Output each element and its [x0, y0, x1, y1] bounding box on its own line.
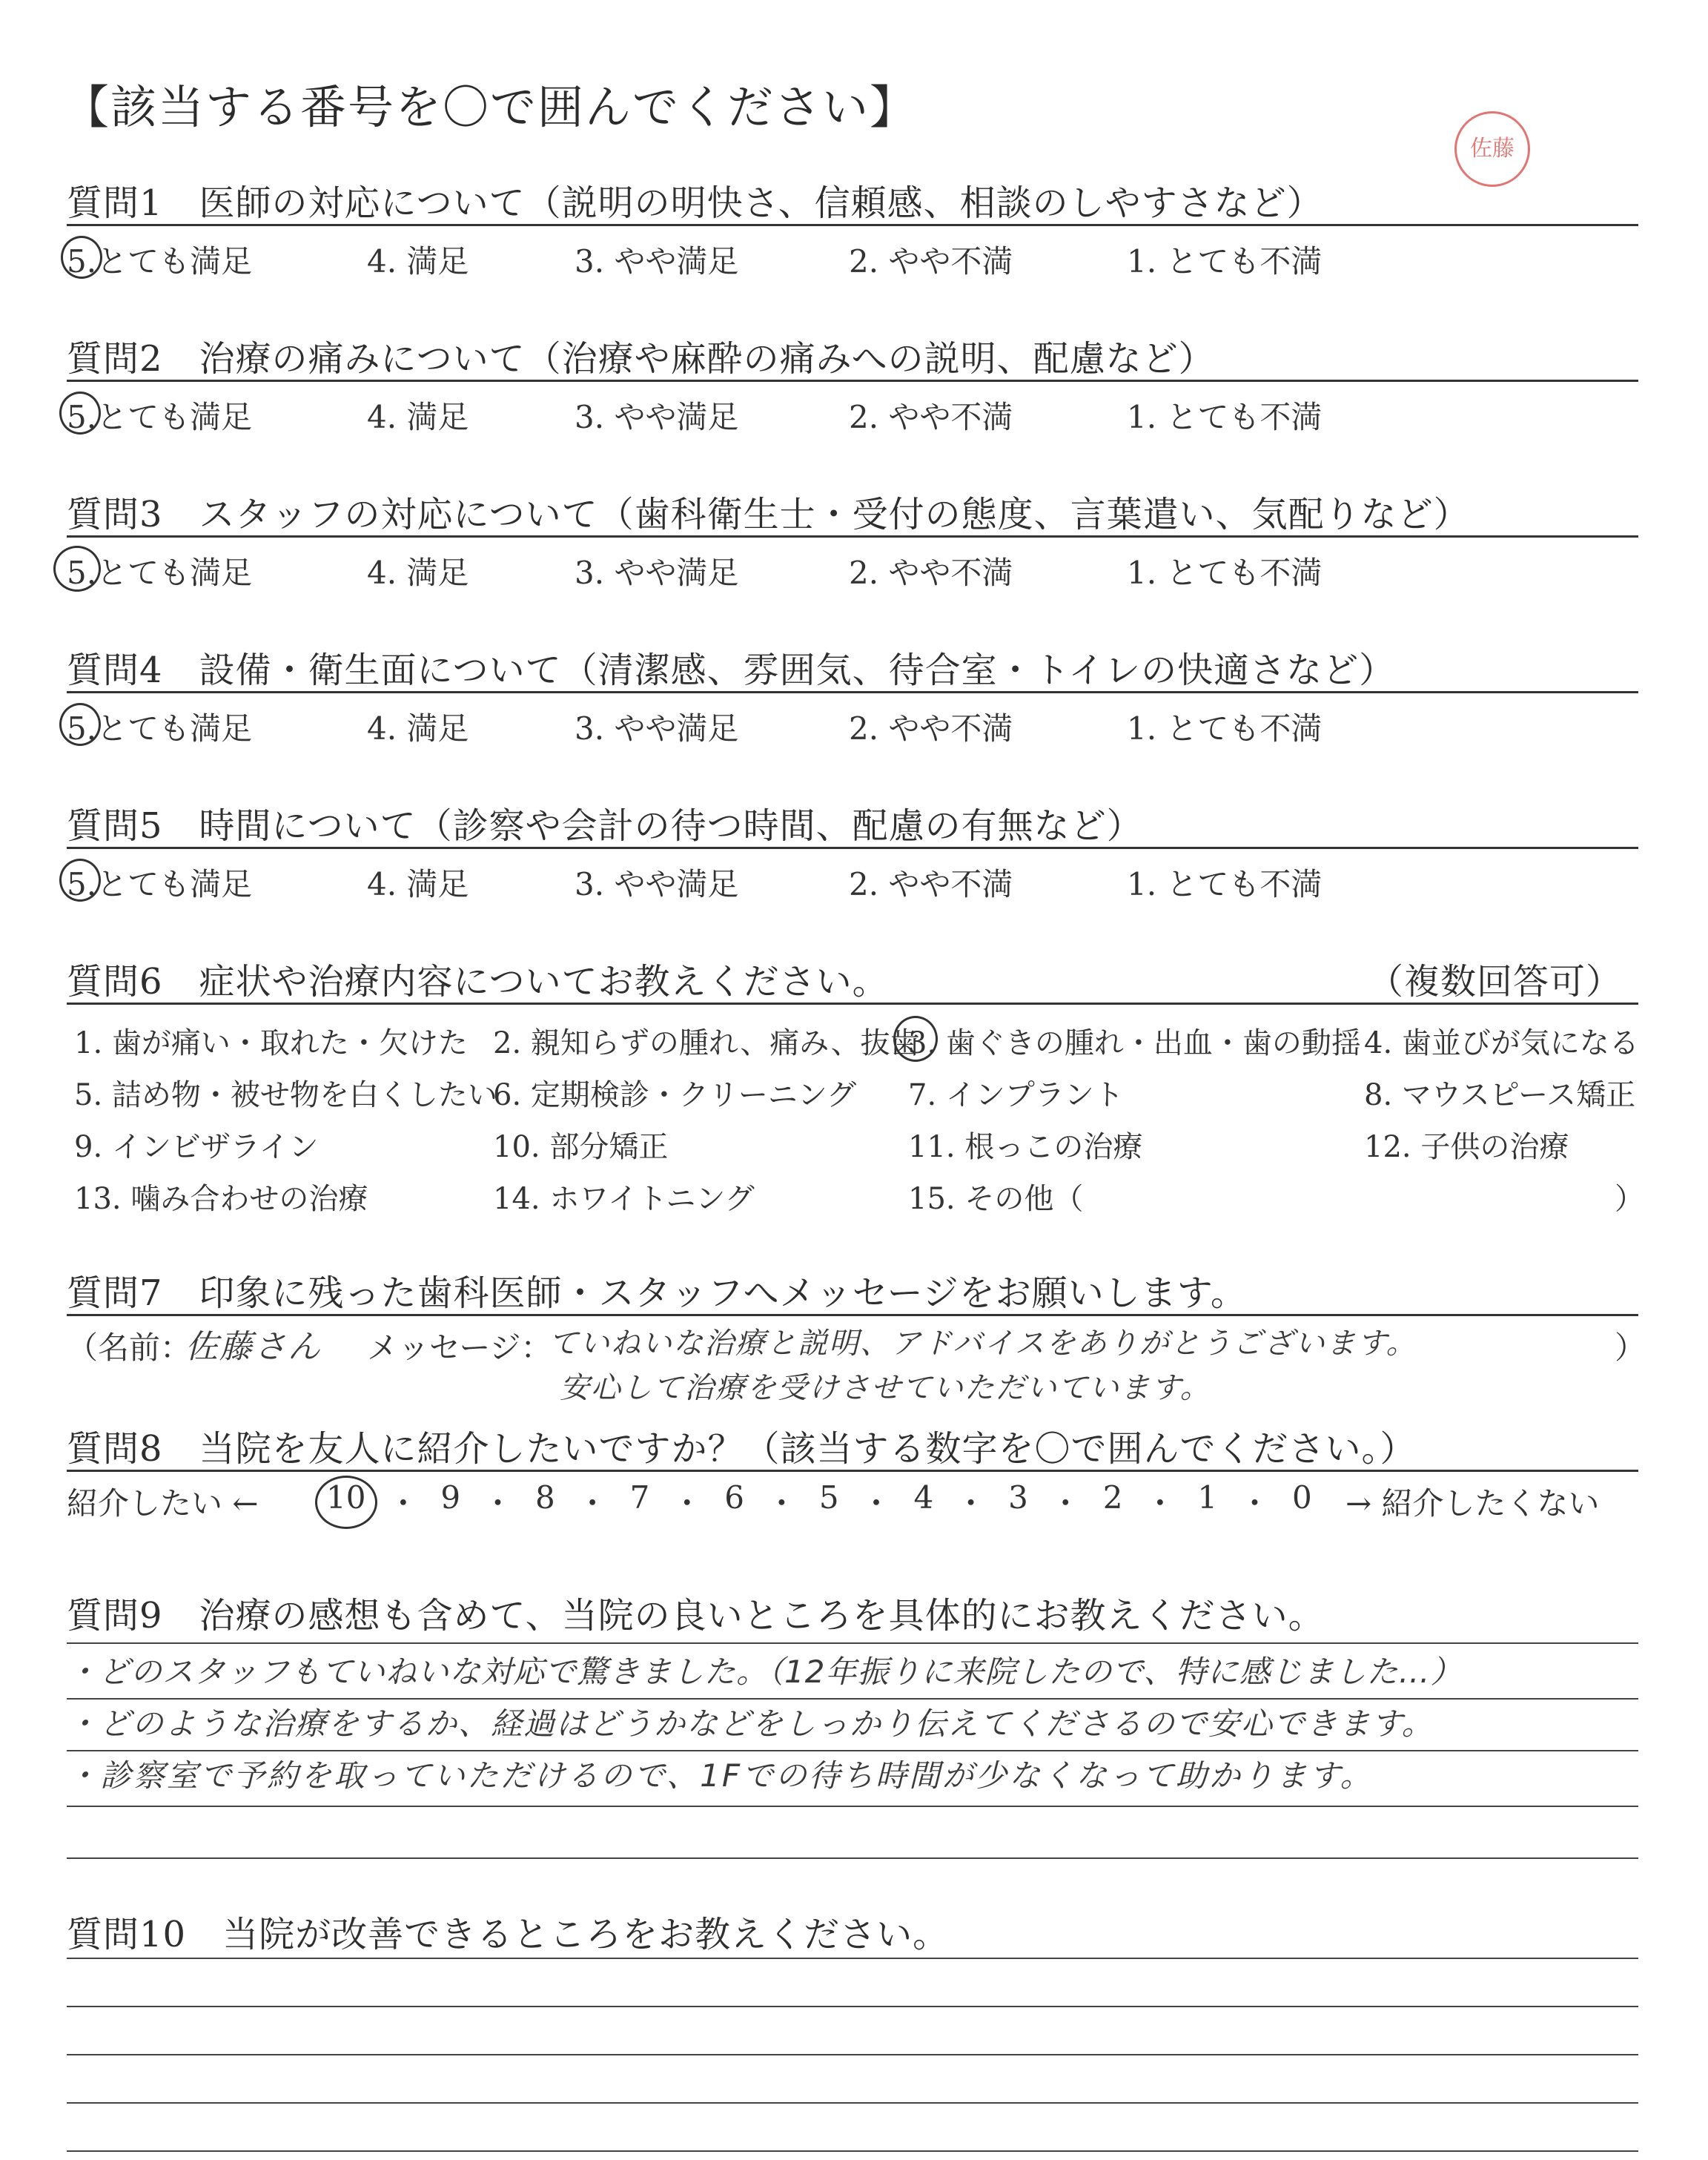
q3-option-1[interactable]: 1. とても不満 — [1127, 555, 1323, 591]
scale-dot: ・ — [482, 1485, 514, 1522]
q5-option-5[interactable]: 5.とても満足 — [67, 866, 253, 902]
q9-line-1 — [67, 1642, 1638, 1644]
q8-divider — [67, 1470, 1638, 1472]
symptom-option-9[interactable]: 9. インビザライン — [74, 1130, 319, 1164]
q3-selection-circle — [53, 546, 101, 592]
symptom-option-6[interactable]: 6. 定期検診・クリーニング — [493, 1078, 857, 1112]
scale-7[interactable]: 7 — [629, 1479, 650, 1516]
q7-message-line-1[interactable]: ていねいな治療と説明、アドバイスをありがとうございます。 — [549, 1327, 1417, 1361]
scale-dot: ・ — [577, 1485, 609, 1522]
q7-message-label: メッセージ： — [367, 1330, 552, 1366]
scale-dot: ・ — [1050, 1485, 1082, 1522]
q7-message-line-2[interactable]: 安心して治療を受けさせていただいています。 — [560, 1371, 1211, 1405]
q2-option-4[interactable]: 4. 満足 — [367, 399, 469, 435]
scale-dot: ・ — [766, 1485, 798, 1522]
symptom-option-14[interactable]: 14. ホワイトニング — [493, 1182, 755, 1216]
symptom-option-3[interactable]: 3. 歯ぐきの腫れ・出血・歯の動揺 — [908, 1026, 1361, 1060]
q4-divider — [67, 691, 1638, 693]
q10-line-2 — [67, 2006, 1638, 2007]
q3-option-2[interactable]: 2. やや不満 — [849, 555, 1013, 591]
q5-option-4[interactable]: 4. 満足 — [367, 866, 469, 902]
symptom-option-5[interactable]: 5. 詰め物・被せ物を白くしたい — [74, 1078, 497, 1112]
symptom-option-13[interactable]: 13. 噛み合わせの治療 — [74, 1182, 368, 1216]
q6-title: 質問6 症状や治療内容についてお教えください。 — [67, 961, 889, 1003]
scale-10[interactable]: 10 — [326, 1479, 366, 1516]
q4-option-4[interactable]: 4. 満足 — [367, 710, 469, 747]
scale-dot: ・ — [861, 1485, 893, 1522]
page-title: 【該当する番号を〇で囲んでください】 — [63, 80, 918, 134]
q5-option-3[interactable]: 3. やや満足 — [575, 866, 739, 902]
q8-scale — [326, 1479, 1312, 1524]
q2-title: 質問2 治療の痛みについて（治療や麻酔の痛みへの説明、配慮など） — [67, 338, 1215, 380]
q7-divider — [67, 1314, 1638, 1316]
symptom-option-8[interactable]: 8. マウスピース矯正 — [1364, 1078, 1636, 1112]
q5-divider — [67, 847, 1638, 849]
scale-dot: ・ — [1144, 1485, 1176, 1522]
scale-dot: ・ — [955, 1485, 987, 1522]
q6-multiple-answers-note: （複数回答可） — [1368, 961, 1623, 1003]
scale-8[interactable]: 8 — [534, 1479, 555, 1516]
q8-recommend-label: 紹介したい ← — [67, 1485, 259, 1522]
symptom-option-7[interactable]: 7. インプラント — [908, 1078, 1124, 1112]
scale-1[interactable]: 1 — [1197, 1479, 1218, 1516]
symptom-option-1[interactable]: 1. 歯が痛い・取れた・欠けた — [74, 1026, 468, 1060]
symptom-option-12[interactable]: 12. 子供の治療 — [1364, 1130, 1569, 1164]
q9-line-4 — [67, 1806, 1638, 1807]
symptom-option-4[interactable]: 4. 歯並びが気になる — [1364, 1026, 1639, 1060]
q7-name-value[interactable]: 佐藤さん — [185, 1328, 322, 1366]
q2-option-1[interactable]: 1. とても不満 — [1127, 399, 1323, 435]
scale-3[interactable]: 3 — [1008, 1479, 1028, 1516]
q2-option-3[interactable]: 3. やや満足 — [575, 399, 739, 435]
q5-option-2[interactable]: 2. やや不満 — [849, 866, 1013, 902]
q4-option-2[interactable]: 2. やや不満 — [849, 710, 1013, 747]
q2-option-2[interactable]: 2. やや不満 — [849, 399, 1013, 435]
q10-line-1 — [67, 1958, 1638, 1959]
q1-option-1[interactable]: 1. とても不満 — [1127, 243, 1323, 280]
symptom-option-2[interactable]: 2. 親知らずの腫れ、痛み、抜歯 — [493, 1026, 920, 1060]
scale-9[interactable]: 9 — [440, 1479, 461, 1516]
q8-title: 質問8 当院を友人に紹介したいですか？（該当する数字を〇で囲んでください。） — [67, 1428, 1417, 1470]
symptom-option-11[interactable]: 11. 根っこの治療 — [908, 1130, 1143, 1164]
q7-close-paren: ） — [1615, 1330, 1646, 1366]
q9-answer-3[interactable]: ・診察室で予約を取っていただけるので、1Fでの待ち時間が少なくなって助かります。 — [67, 1757, 1374, 1794]
q1-title: 質問1 医師の対応について（説明の明快さ、信頼感、相談のしやすさなど） — [67, 182, 1323, 224]
q10-line-3 — [67, 2054, 1638, 2055]
q1-option-3[interactable]: 3. やや満足 — [575, 243, 739, 280]
q8-not-recommend-label: → 紹介したくない — [1345, 1485, 1600, 1522]
symptom-option-15-other[interactable]: 15. その他（ — [908, 1182, 1084, 1216]
q1-option-5[interactable]: 5.とても満足 — [67, 243, 253, 280]
q4-option-5[interactable]: 5.とても満足 — [67, 710, 253, 747]
q2-selection-circle — [59, 392, 101, 435]
q10-line-5 — [67, 2150, 1638, 2152]
q6-divider — [67, 1003, 1638, 1005]
q3-option-5[interactable]: 5.とても満足 — [67, 555, 253, 591]
scale-dot: ・ — [1239, 1485, 1271, 1522]
q3-option-4[interactable]: 4. 満足 — [367, 555, 469, 591]
q4-selection-circle — [59, 703, 101, 746]
q1-option-2[interactable]: 2. やや不満 — [849, 243, 1013, 280]
scale-5[interactable]: 5 — [818, 1479, 839, 1516]
scale-2[interactable]: 2 — [1102, 1479, 1123, 1516]
q10-line-4 — [67, 2102, 1638, 2104]
scale-0[interactable]: 0 — [1291, 1479, 1312, 1516]
q8-selection-circle — [315, 1476, 377, 1529]
q9-answer-1[interactable]: ・どのスタッフもていねいな対応で驚きました。（12年振りに来院したので、特に感じました…） — [67, 1654, 1463, 1690]
scale-6[interactable]: 6 — [724, 1479, 744, 1516]
q7-name-label: （名前： — [67, 1330, 192, 1366]
q5-option-1[interactable]: 1. とても不満 — [1127, 866, 1323, 902]
q4-option-1[interactable]: 1. とても不満 — [1127, 710, 1323, 747]
q6-selection-circle — [893, 1016, 938, 1062]
q4-option-3[interactable]: 3. やや満足 — [575, 710, 739, 747]
q1-divider — [67, 224, 1638, 226]
scale-4[interactable]: 4 — [913, 1479, 934, 1516]
q3-option-3[interactable]: 3. やや満足 — [575, 555, 739, 591]
symptom-option-10[interactable]: 10. 部分矯正 — [493, 1130, 669, 1164]
scale-dot: ・ — [671, 1485, 703, 1522]
q2-divider — [67, 380, 1638, 382]
q10-title: 質問10 当院が改善できるところをお教えください。 — [67, 1914, 950, 1955]
q7-title: 質問7 印象に残った歯科医師・スタッフへメッセージをお願いします。 — [67, 1272, 1247, 1314]
q3-title: 質問3 スタッフの対応について（歯科衛生士・受付の態度、言葉遣い、気配りなど） — [67, 494, 1470, 535]
q9-title: 質問9 治療の感想も含めて、当院の良いところを具体的にお教えください。 — [67, 1595, 1325, 1636]
q9-line-5 — [67, 1857, 1638, 1859]
q1-selection-circle — [61, 236, 102, 279]
q5-selection-circle — [59, 859, 101, 902]
q3-divider — [67, 535, 1638, 538]
q5-title: 質問5 時間について（診察や会計の待つ時間、配慮の有無など） — [67, 805, 1143, 847]
q1-option-4[interactable]: 4. 満足 — [367, 243, 469, 280]
q4-title: 質問4 設備・衛生面について（清潔感、雰囲気、待合室・トイレの快適さなど） — [67, 650, 1396, 691]
q9-answer-2[interactable]: ・どのような治療をするか、経過はどうかなどをしっかり伝えてくださるので安心できます。 — [67, 1705, 1434, 1742]
name-seal-stamp: 佐藤 — [1454, 111, 1530, 187]
symptom-other-close-paren: ） — [1615, 1182, 1644, 1216]
q2-option-5[interactable]: 5.とても満足 — [67, 399, 253, 435]
scale-dot: ・ — [387, 1485, 419, 1522]
